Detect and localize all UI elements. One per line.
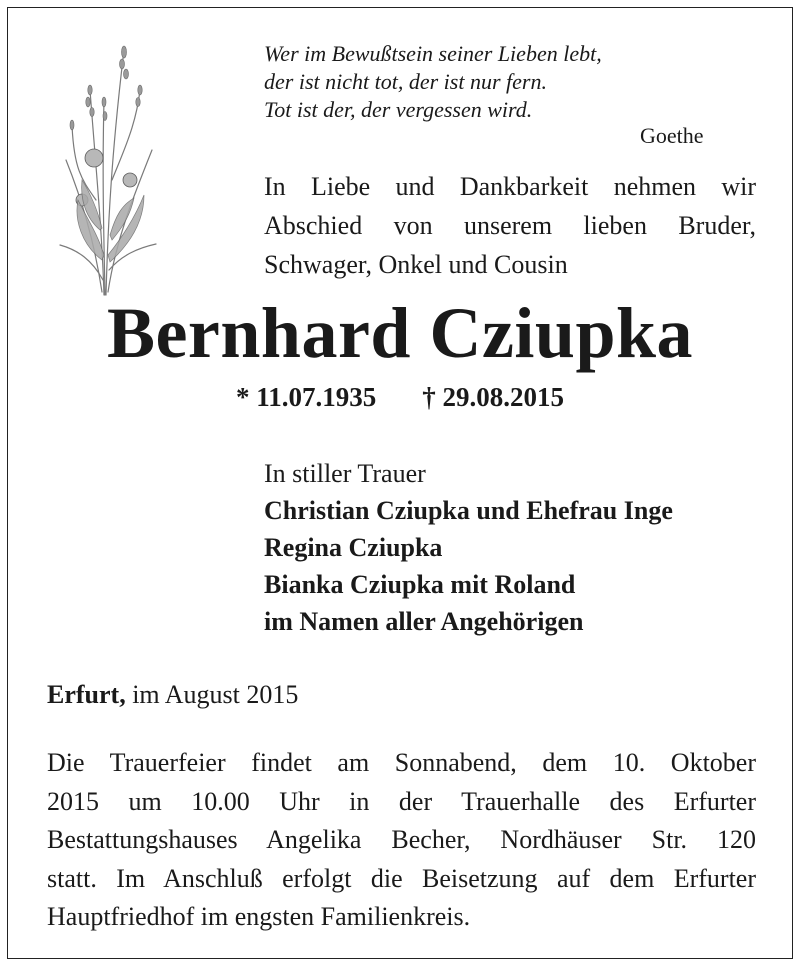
grass-bouquet-icon	[52, 30, 162, 300]
place-date: im August 2015	[125, 680, 299, 709]
life-dates	[0, 382, 800, 413]
deceased-name: Bernhard Cziupka	[106, 293, 694, 373]
details-line: Die Trauerfeier findet am Sonnabend, dem 10. Oktober	[47, 748, 756, 777]
mourner-name: Christian Cziupka und Ehefrau Inge	[264, 496, 673, 525]
death-date: † 29.08.2015	[422, 382, 564, 412]
place-city: Erfurt,	[47, 680, 126, 709]
intro-text	[264, 167, 756, 284]
details-line: 2015 um 10.00 Uhr in der Trauerhalle des Erfurter	[47, 786, 756, 816]
birth-date: * 11.07.1935	[235, 382, 377, 412]
quote-author: Goethe	[640, 123, 704, 148]
funeral-details	[47, 744, 756, 937]
details-line: Bestattungshauses Angelika Becher, Nordhäuser Str. 120	[47, 825, 756, 854]
goethe-quote	[264, 40, 602, 124]
quote-line: Tot ist der, der vergessen wird.	[264, 97, 533, 122]
place-and-date	[47, 680, 298, 710]
intro-line: Abschied von unserem lieben Bruder,	[264, 211, 756, 240]
intro-line: Schwager, Onkel und Cousin	[264, 250, 568, 279]
details-line: Hauptfriedhof im engsten Familienkreis.	[47, 902, 471, 931]
mourner-name: im Namen aller Angehörigen	[264, 607, 584, 636]
intro-line: In Liebe und Dankbarkeit nehmen wir	[264, 172, 756, 201]
quote-line: Wer im Bewußtsein seiner Lieben lebt,	[264, 41, 602, 66]
mourning-heading: In stiller Trauer	[264, 459, 426, 488]
mourner-name: Bianka Cziupka mit Roland	[264, 570, 576, 599]
mourner-name: Regina Cziupka	[264, 533, 443, 562]
mourners-block	[264, 455, 673, 640]
quote-line: der ist nicht tot, der ist nur fern.	[264, 69, 547, 94]
details-line: statt. Im Anschluß erfolgt die Beisetzung auf dem Erfurter	[47, 863, 756, 893]
